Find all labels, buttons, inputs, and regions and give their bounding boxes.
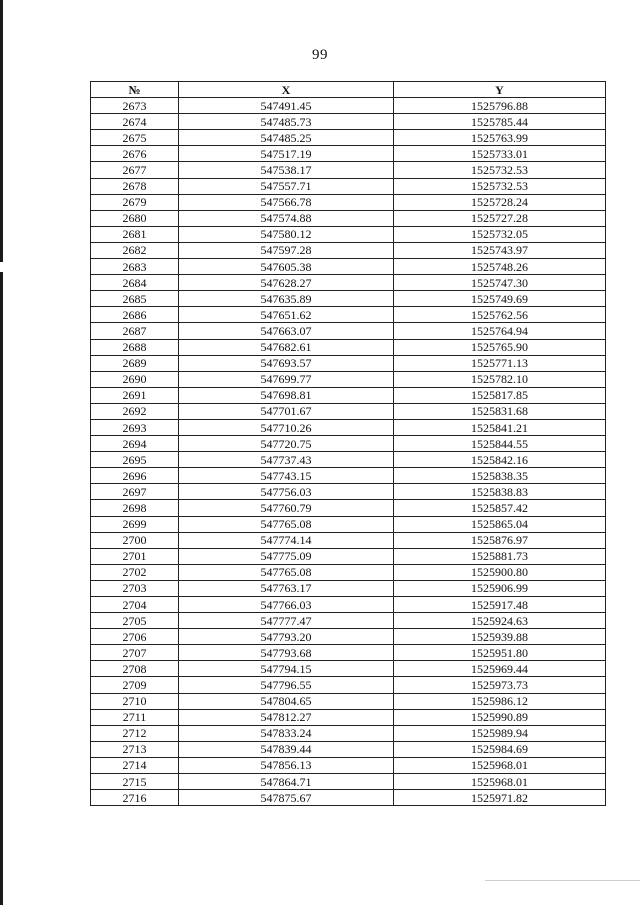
cell-x: 547864.71 <box>179 774 394 790</box>
cell-y: 1525727.28 <box>394 210 606 226</box>
cell-number: 2698 <box>91 500 179 516</box>
table-row <box>91 564 606 580</box>
cell-x: 547517.19 <box>179 146 394 162</box>
table-row <box>91 130 606 146</box>
cell-y: 1525990.89 <box>394 709 606 725</box>
cell-number: 2692 <box>91 403 179 419</box>
cell-number: 2701 <box>91 548 179 564</box>
cell-number: 2681 <box>91 226 179 242</box>
table-row <box>91 725 606 741</box>
header-row <box>91 82 606 98</box>
cell-number: 2696 <box>91 468 179 484</box>
cell-x: 547693.57 <box>179 355 394 371</box>
table-row <box>91 741 606 757</box>
table-row <box>91 387 606 403</box>
cell-y: 1525771.13 <box>394 355 606 371</box>
table-row <box>91 532 606 548</box>
cell-y: 1525968.01 <box>394 757 606 773</box>
coordinates-table <box>90 81 606 806</box>
cell-y: 1525900.80 <box>394 564 606 580</box>
cell-y: 1525749.69 <box>394 291 606 307</box>
cell-x: 547766.03 <box>179 597 394 613</box>
cell-x: 547701.67 <box>179 403 394 419</box>
cell-x: 547485.25 <box>179 130 394 146</box>
cell-number: 2688 <box>91 339 179 355</box>
cell-number: 2702 <box>91 564 179 580</box>
table-row <box>91 645 606 661</box>
cell-x: 547763.17 <box>179 580 394 596</box>
table-row <box>91 500 606 516</box>
cell-x: 547804.65 <box>179 693 394 709</box>
cell-x: 547737.43 <box>179 452 394 468</box>
cell-number: 2694 <box>91 436 179 452</box>
cell-y: 1525906.99 <box>394 580 606 596</box>
cell-y: 1525728.24 <box>394 194 606 210</box>
table-row <box>91 419 606 435</box>
cell-y: 1525732.05 <box>394 226 606 242</box>
cell-y: 1525986.12 <box>394 693 606 709</box>
cell-y: 1525838.35 <box>394 468 606 484</box>
table-header <box>91 82 606 98</box>
cell-y: 1525782.10 <box>394 371 606 387</box>
cell-number: 2710 <box>91 693 179 709</box>
table-row <box>91 339 606 355</box>
table-row <box>91 194 606 210</box>
cell-number: 2685 <box>91 291 179 307</box>
cell-y: 1525732.53 <box>394 178 606 194</box>
table-row <box>91 210 606 226</box>
table-row <box>91 629 606 645</box>
cell-x: 547760.79 <box>179 500 394 516</box>
table-row <box>91 162 606 178</box>
table-row <box>91 548 606 564</box>
cell-number: 2683 <box>91 259 179 275</box>
cell-x: 547720.75 <box>179 436 394 452</box>
table-row <box>91 516 606 532</box>
cell-x: 547698.81 <box>179 387 394 403</box>
cell-number: 2712 <box>91 725 179 741</box>
table-row <box>91 146 606 162</box>
cell-number: 2680 <box>91 210 179 226</box>
table-row <box>91 323 606 339</box>
cell-x: 547605.38 <box>179 259 394 275</box>
cell-x: 547566.78 <box>179 194 394 210</box>
cell-number: 2686 <box>91 307 179 323</box>
cell-y: 1525876.97 <box>394 532 606 548</box>
cell-y: 1525796.88 <box>394 98 606 114</box>
cell-number: 2697 <box>91 484 179 500</box>
cell-y: 1525939.88 <box>394 629 606 645</box>
table-row <box>91 580 606 596</box>
table-row <box>91 275 606 291</box>
cell-y: 1525989.94 <box>394 725 606 741</box>
column-header-y: Y <box>394 82 606 98</box>
cell-x: 547538.17 <box>179 162 394 178</box>
cell-number: 2687 <box>91 323 179 339</box>
cell-x: 547580.12 <box>179 226 394 242</box>
cell-x: 547710.26 <box>179 419 394 435</box>
table-row <box>91 452 606 468</box>
cell-x: 547793.68 <box>179 645 394 661</box>
cell-x: 547485.73 <box>179 114 394 130</box>
cell-y: 1525831.68 <box>394 403 606 419</box>
cell-number: 2709 <box>91 677 179 693</box>
cell-x: 547765.08 <box>179 516 394 532</box>
cell-y: 1525881.73 <box>394 548 606 564</box>
cell-y: 1525732.53 <box>394 162 606 178</box>
cell-y: 1525865.04 <box>394 516 606 532</box>
cell-x: 547794.15 <box>179 661 394 677</box>
cell-y: 1525973.73 <box>394 677 606 693</box>
cell-x: 547699.77 <box>179 371 394 387</box>
table-row <box>91 371 606 387</box>
cell-number: 2677 <box>91 162 179 178</box>
cell-x: 547557.71 <box>179 178 394 194</box>
cell-number: 2704 <box>91 597 179 613</box>
cell-x: 547597.28 <box>179 242 394 258</box>
cell-y: 1525763.99 <box>394 130 606 146</box>
cell-y: 1525785.44 <box>394 114 606 130</box>
table-body <box>91 98 606 806</box>
table-row <box>91 291 606 307</box>
cell-number: 2700 <box>91 532 179 548</box>
cell-number: 2679 <box>91 194 179 210</box>
cell-number: 2703 <box>91 580 179 596</box>
cell-number: 2695 <box>91 452 179 468</box>
cell-y: 1525765.90 <box>394 339 606 355</box>
table-row <box>91 677 606 693</box>
cell-y: 1525842.16 <box>394 452 606 468</box>
cell-y: 1525841.21 <box>394 419 606 435</box>
scan-artifact-line <box>485 880 640 881</box>
cell-x: 547796.55 <box>179 677 394 693</box>
column-header-number: № <box>91 82 179 98</box>
cell-number: 2676 <box>91 146 179 162</box>
scan-edge-gap <box>0 262 3 272</box>
cell-y: 1525743.97 <box>394 242 606 258</box>
cell-y: 1525748.26 <box>394 259 606 275</box>
table-row <box>91 613 606 629</box>
table-row <box>91 98 606 114</box>
cell-x: 547743.15 <box>179 468 394 484</box>
table-row <box>91 307 606 323</box>
table-row <box>91 597 606 613</box>
cell-y: 1525971.82 <box>394 790 606 806</box>
cell-number: 2711 <box>91 709 179 725</box>
table-row <box>91 114 606 130</box>
cell-y: 1525764.94 <box>394 323 606 339</box>
cell-number: 2684 <box>91 275 179 291</box>
cell-y: 1525984.69 <box>394 741 606 757</box>
cell-x: 547875.67 <box>179 790 394 806</box>
table-row <box>91 242 606 258</box>
cell-number: 2675 <box>91 130 179 146</box>
cell-number: 2673 <box>91 98 179 114</box>
table-row <box>91 484 606 500</box>
cell-y: 1525968.01 <box>394 774 606 790</box>
cell-x: 547856.13 <box>179 757 394 773</box>
cell-number: 2713 <box>91 741 179 757</box>
cell-y: 1525733.01 <box>394 146 606 162</box>
table-row <box>91 693 606 709</box>
cell-number: 2690 <box>91 371 179 387</box>
table-row <box>91 790 606 806</box>
cell-y: 1525917.48 <box>394 597 606 613</box>
table-row <box>91 661 606 677</box>
cell-x: 547574.88 <box>179 210 394 226</box>
cell-y: 1525817.85 <box>394 387 606 403</box>
cell-number: 2693 <box>91 419 179 435</box>
cell-y: 1525857.42 <box>394 500 606 516</box>
table-row <box>91 226 606 242</box>
cell-number: 2716 <box>91 790 179 806</box>
cell-x: 547635.89 <box>179 291 394 307</box>
cell-x: 547765.08 <box>179 564 394 580</box>
cell-x: 547491.45 <box>179 98 394 114</box>
cell-y: 1525951.80 <box>394 645 606 661</box>
cell-number: 2682 <box>91 242 179 258</box>
scan-left-edge <box>0 0 3 905</box>
cell-number: 2678 <box>91 178 179 194</box>
cell-number: 2708 <box>91 661 179 677</box>
table-row <box>91 355 606 371</box>
cell-y: 1525844.55 <box>394 436 606 452</box>
cell-number: 2715 <box>91 774 179 790</box>
table-row <box>91 436 606 452</box>
cell-number: 2674 <box>91 114 179 130</box>
cell-number: 2707 <box>91 645 179 661</box>
table-row <box>91 178 606 194</box>
cell-x: 547774.14 <box>179 532 394 548</box>
table-row <box>91 757 606 773</box>
cell-x: 547777.47 <box>179 613 394 629</box>
cell-number: 2714 <box>91 757 179 773</box>
cell-x: 547628.27 <box>179 275 394 291</box>
cell-number: 2706 <box>91 629 179 645</box>
cell-x: 547651.62 <box>179 307 394 323</box>
cell-number: 2691 <box>91 387 179 403</box>
cell-x: 547793.20 <box>179 629 394 645</box>
cell-x: 547775.09 <box>179 548 394 564</box>
table-row <box>91 774 606 790</box>
cell-y: 1525969.44 <box>394 661 606 677</box>
cell-x: 547839.44 <box>179 741 394 757</box>
cell-x: 547682.61 <box>179 339 394 355</box>
table-row <box>91 259 606 275</box>
cell-y: 1525924.63 <box>394 613 606 629</box>
cell-y: 1525762.56 <box>394 307 606 323</box>
cell-y: 1525838.83 <box>394 484 606 500</box>
cell-x: 547812.27 <box>179 709 394 725</box>
cell-x: 547756.03 <box>179 484 394 500</box>
cell-x: 547833.24 <box>179 725 394 741</box>
table-row <box>91 709 606 725</box>
cell-number: 2689 <box>91 355 179 371</box>
cell-number: 2699 <box>91 516 179 532</box>
cell-number: 2705 <box>91 613 179 629</box>
column-header-x: X <box>179 82 394 98</box>
cell-y: 1525747.30 <box>394 275 606 291</box>
table-row <box>91 403 606 419</box>
cell-x: 547663.07 <box>179 323 394 339</box>
page-number: 99 <box>312 47 328 63</box>
table-row <box>91 468 606 484</box>
